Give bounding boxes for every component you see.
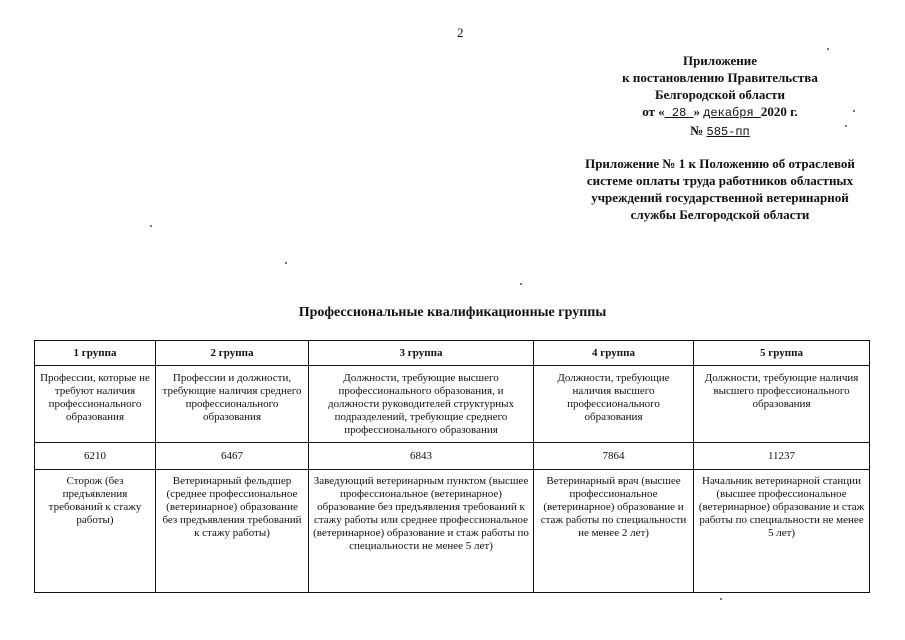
positions-group-3: Заведующий ветеринарным пунктом (высшее профессиональное (ветеринарное) образование без предъявления требований к стажу работы или среднее профессиональное (ветеринарное) образование и стаж работы по специальности не менее 5 лет) bbox=[309, 470, 534, 593]
appendix-1-line-4: ветеринарной службы Белгородской bbox=[630, 190, 849, 222]
positions-group-5: Начальник ветеринарной станции (высшее профессиональное (ветеринарное) образование и стаж работы по специальности не менее 5 лет) bbox=[694, 470, 870, 593]
appendix-title: Приложение bbox=[682, 53, 758, 68]
qualification-groups-table bbox=[34, 340, 870, 593]
salary-group-1: 6210 bbox=[35, 443, 156, 470]
header-group-1: 1 группа bbox=[35, 341, 156, 366]
description-group-1: Профессии, которые не требуют наличия профессионального образования bbox=[35, 366, 156, 443]
positions-group-4: Ветеринарный врач (высшее профессиональное (ветеринарное) образование и стаж работы по специальности не менее 2 лет) bbox=[534, 470, 694, 593]
scan-speck bbox=[827, 48, 829, 50]
date-prefix: от « bbox=[642, 104, 665, 119]
appendix-1-line-5: области bbox=[763, 207, 810, 222]
appendix-number-line bbox=[585, 122, 855, 141]
appendix-1-line-3: учреждений государственной bbox=[591, 190, 764, 205]
date-year: 2020 г. bbox=[760, 104, 798, 119]
date-day: 28 bbox=[664, 106, 694, 120]
appendix-1-line-1: к Положению об отраслевой системе bbox=[586, 156, 855, 188]
scan-speck bbox=[720, 598, 722, 600]
scan-speck bbox=[150, 225, 152, 227]
appendix-date-line bbox=[585, 103, 855, 122]
scan-speck bbox=[853, 110, 855, 112]
page-number: 2 bbox=[457, 25, 464, 40]
header-group-5: 5 группа bbox=[694, 341, 870, 366]
header-group-2: 2 группа bbox=[156, 341, 309, 366]
table-row bbox=[35, 443, 870, 470]
description-group-3: Должности, требующие высшего профессионального образования, и должности руководителей структурных подразделений, требующие среднего профессионального образования bbox=[309, 366, 534, 443]
scan-speck bbox=[520, 283, 522, 285]
description-group-2: Профессии и должности, требующие наличия среднего профессионального образования bbox=[156, 366, 309, 443]
appendix-1-title: Приложение № 1 bbox=[585, 156, 686, 171]
description-group-4: Должности, требующие наличия высшего профессионального образования bbox=[534, 366, 694, 443]
number-prefix: № bbox=[690, 123, 704, 138]
table-title: Профессиональные квалификационные группы bbox=[298, 305, 607, 320]
header-group-4: 4 группа bbox=[534, 341, 694, 366]
salary-group-4: 7864 bbox=[534, 443, 694, 470]
appendix-line-1: к постановлению Правительства bbox=[622, 70, 818, 85]
number-value: 585-пп bbox=[706, 125, 750, 139]
description-group-5: Должности, требующие наличия высшего профессионального образования bbox=[694, 366, 870, 443]
date-month: декабря bbox=[703, 106, 761, 120]
appendix-1-line-2: оплаты труда работников областных bbox=[635, 173, 854, 188]
table-header-row bbox=[35, 341, 870, 366]
appendix-header bbox=[585, 52, 855, 141]
positions-group-2: Ветеринарный фельдшер (среднее профессиональное (ветеринарное) образование без предъявления требований к стажу работы) bbox=[156, 470, 309, 593]
scan-speck bbox=[285, 262, 287, 264]
table-row bbox=[35, 366, 870, 443]
salary-group-5: 11237 bbox=[694, 443, 870, 470]
appendix-1-header bbox=[585, 155, 855, 223]
salary-group-2: 6467 bbox=[156, 443, 309, 470]
header-group-3: 3 группа bbox=[309, 341, 534, 366]
appendix-line-2: Белгородской области bbox=[654, 87, 786, 102]
positions-group-1: Сторож (без предъявления требований к стажу работы) bbox=[35, 470, 156, 593]
date-mid: » bbox=[693, 104, 700, 119]
scan-speck bbox=[845, 125, 847, 127]
table-row bbox=[35, 470, 870, 593]
salary-group-3: 6843 bbox=[309, 443, 534, 470]
